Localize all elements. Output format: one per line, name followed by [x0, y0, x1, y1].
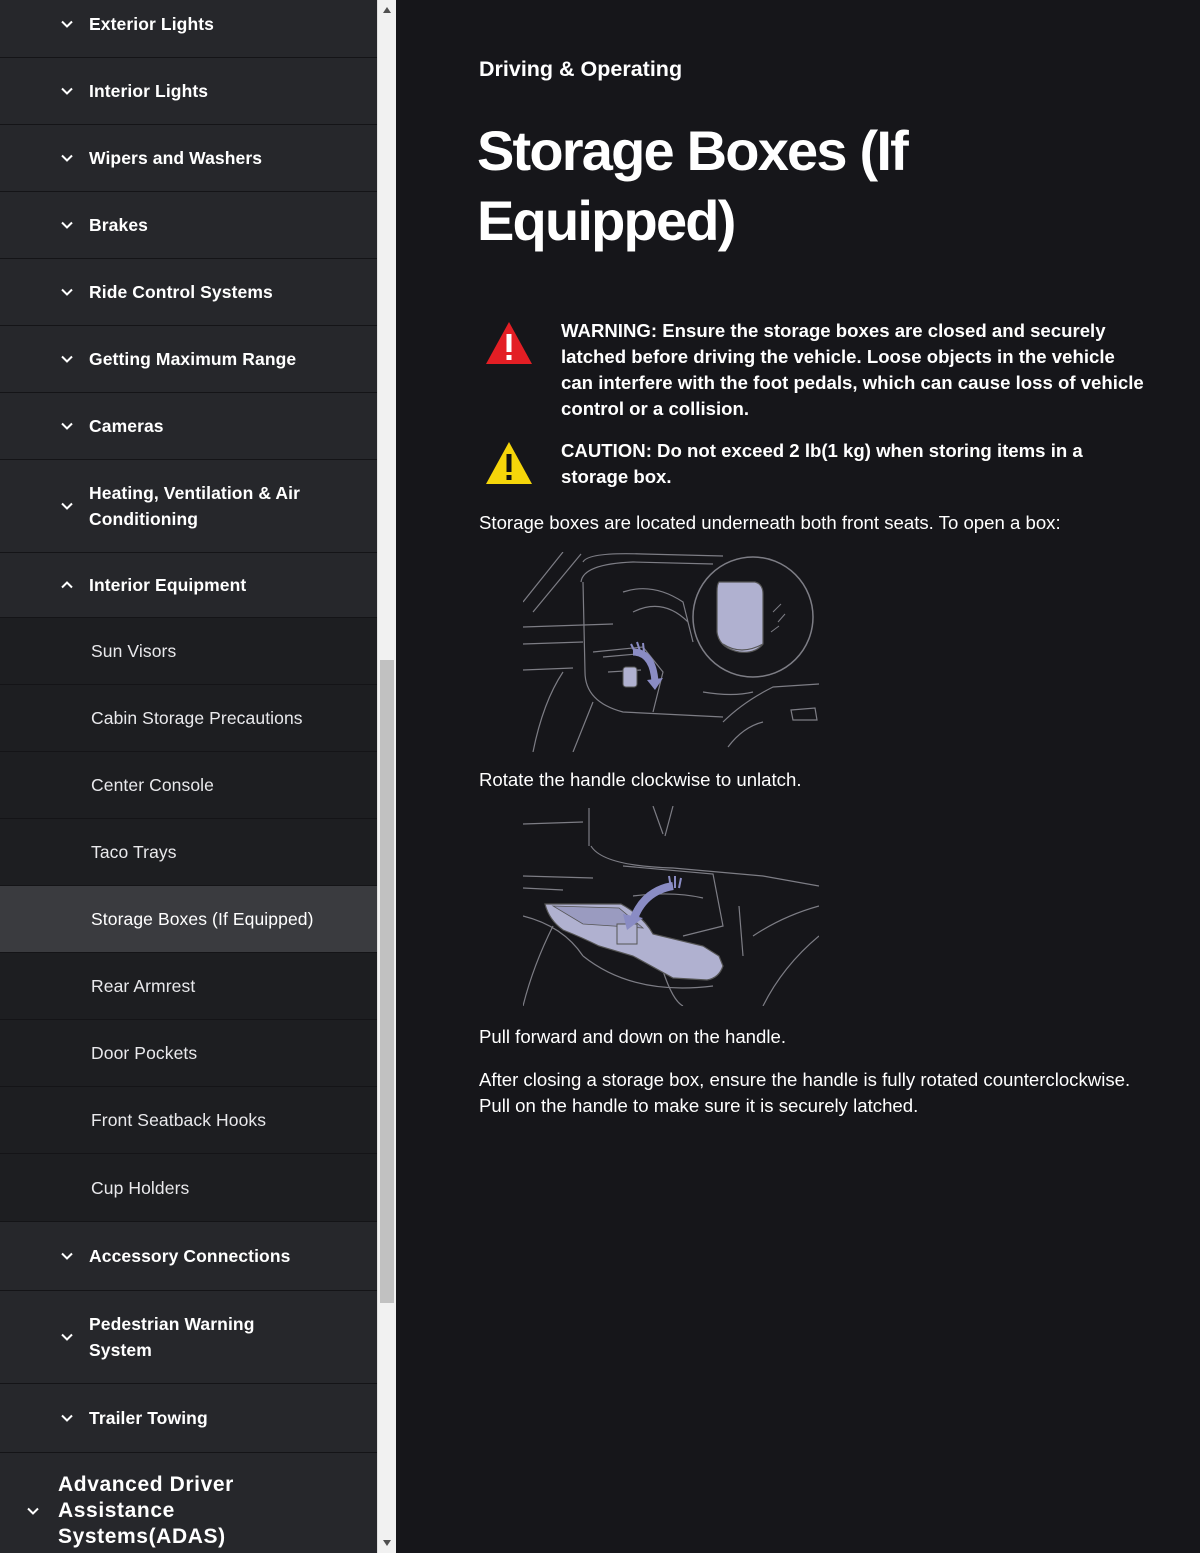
sidebar-item-label: Cup Holders — [91, 1177, 190, 1198]
scrollbar-thumb[interactable] — [380, 660, 394, 1303]
sidebar-item-accessory-connections[interactable] — [0, 1222, 377, 1291]
sidebar-nav — [0, 0, 377, 1553]
sidebar-item-brakes[interactable] — [0, 192, 377, 259]
sidebar-item-label: Wipers and Washers — [89, 148, 263, 168]
sidebar-item-wipers-and-washers[interactable] — [0, 125, 377, 192]
sidebar-item-ride-control-systems[interactable] — [0, 259, 377, 326]
sidebar-item-label: Interior Equipment — [89, 575, 247, 595]
sidebar-item-interior-equipment[interactable] — [0, 553, 377, 618]
scroll-down-arrow-icon[interactable] — [378, 1533, 396, 1553]
caution-notice — [479, 438, 1159, 490]
sidebar-item-label: Interior Lights — [89, 81, 209, 101]
sidebar-item-hvac[interactable] — [0, 460, 377, 553]
sidebar-item-exterior-lights[interactable] — [0, 0, 377, 58]
chevron-down-icon — [59, 16, 75, 32]
sidebar-item-label: Ride Control Systems — [89, 282, 273, 302]
sidebar-item-label: Accessory Connections — [89, 1246, 291, 1266]
chevron-down-icon — [59, 1248, 75, 1264]
sidebar-item-label: Front Seatback Hooks — [91, 1110, 267, 1130]
sidebar-subitem-front-seatback-hooks[interactable] — [0, 1087, 377, 1154]
chevron-down-icon — [59, 1329, 75, 1345]
caution-text: CAUTION: Do not exceed 2 lb(1 kg) when storing items in a storage box. — [561, 440, 1083, 487]
chevron-down-icon — [59, 150, 75, 166]
warning-text: WARNING: Ensure the storage boxes are closed and securely latched before driving the vehicle. Loose objects in the vehicle can interfere with the foot pedals, which can cause loss of vehicle control or a collision. — [561, 320, 1144, 419]
sidebar-subitem-rear-armrest[interactable] — [0, 953, 377, 1020]
sidebar-scrollbar[interactable] — [377, 0, 396, 1553]
sidebar-subitem-center-console[interactable] — [0, 752, 377, 819]
sidebar-item-label: Taco Trays — [91, 842, 177, 862]
sidebar-item-trailer-towing[interactable] — [0, 1384, 377, 1453]
sidebar-item-interior-lights[interactable] — [0, 58, 377, 125]
sidebar-item-pedestrian-warning-system[interactable] — [0, 1291, 377, 1384]
sidebar-item-label: Cameras — [89, 416, 164, 436]
chevron-down-icon — [25, 1503, 41, 1519]
sidebar-subitem-door-pockets[interactable] — [0, 1020, 377, 1087]
sidebar-subitem-cabin-storage-precautions[interactable] — [0, 685, 377, 752]
chevron-up-icon — [59, 577, 75, 593]
caution-triangle-yellow-icon — [484, 440, 534, 486]
chevron-down-icon — [59, 217, 75, 233]
sidebar-item-label: Pedestrian Warning System — [89, 1314, 255, 1360]
sidebar-item-label: Cabin Storage Precautions — [91, 708, 303, 728]
step-2-text: Pull forward and down on the handle. — [479, 1026, 787, 1047]
warning-triangle-red-icon — [484, 320, 534, 366]
pull-handle-illustration — [523, 806, 819, 1006]
sidebar-item-label: Rear Armrest — [91, 976, 196, 996]
sidebar-item-adas[interactable] — [0, 1453, 377, 1553]
sidebar-item-label: Brakes — [89, 215, 148, 235]
sidebar-item-label: Door Pockets — [91, 1043, 198, 1063]
chevron-down-icon — [59, 351, 75, 367]
step-1-text: Rotate the handle clockwise to unlatch. — [479, 769, 802, 790]
page-title: Storage Boxes (If Equipped) — [477, 119, 907, 252]
sidebar-item-label: Heating, Ventilation & Air Conditioning — [89, 483, 301, 529]
chevron-down-icon — [59, 284, 75, 300]
closing-paragraph: After closing a storage box, ensure the handle is fully rotated counterclockwise. Pull on the handle to make sure it is securely latched. — [479, 1069, 1131, 1116]
sidebar-item-label: Advanced Driver Assistance Systems(ADAS) — [58, 1473, 234, 1548]
sidebar-subitem-cup-holders[interactable] — [0, 1154, 377, 1222]
sidebar-item-label: Center Console — [91, 775, 214, 795]
sidebar-subitem-storage-boxes[interactable] — [0, 886, 377, 953]
breadcrumb[interactable]: Driving & Operating — [479, 57, 683, 81]
chevron-down-icon — [59, 83, 75, 99]
sidebar-item-label: Trailer Towing — [89, 1408, 208, 1428]
sidebar-item-label: Exterior Lights — [89, 13, 214, 34]
sidebar-subitem-taco-trays[interactable] — [0, 819, 377, 886]
chevron-down-icon — [59, 498, 75, 514]
chevron-down-icon — [59, 1410, 75, 1426]
sidebar-item-label: Sun Visors — [91, 641, 177, 661]
warning-notice — [479, 318, 1159, 422]
chevron-down-icon — [59, 418, 75, 434]
main-content — [396, 0, 1200, 1553]
scroll-up-arrow-icon[interactable] — [378, 0, 396, 20]
sidebar-item-label: Getting Maximum Range — [89, 349, 297, 369]
sidebar-item-cameras[interactable] — [0, 393, 377, 460]
sidebar-item-label: Storage Boxes (If Equipped) — [91, 909, 314, 929]
sidebar-item-getting-maximum-range[interactable] — [0, 326, 377, 393]
sidebar-subitem-sun-visors[interactable] — [0, 618, 377, 685]
intro-paragraph: Storage boxes are located underneath both front seats. To open a box: — [479, 512, 1061, 533]
rotate-handle-illustration — [523, 552, 819, 752]
